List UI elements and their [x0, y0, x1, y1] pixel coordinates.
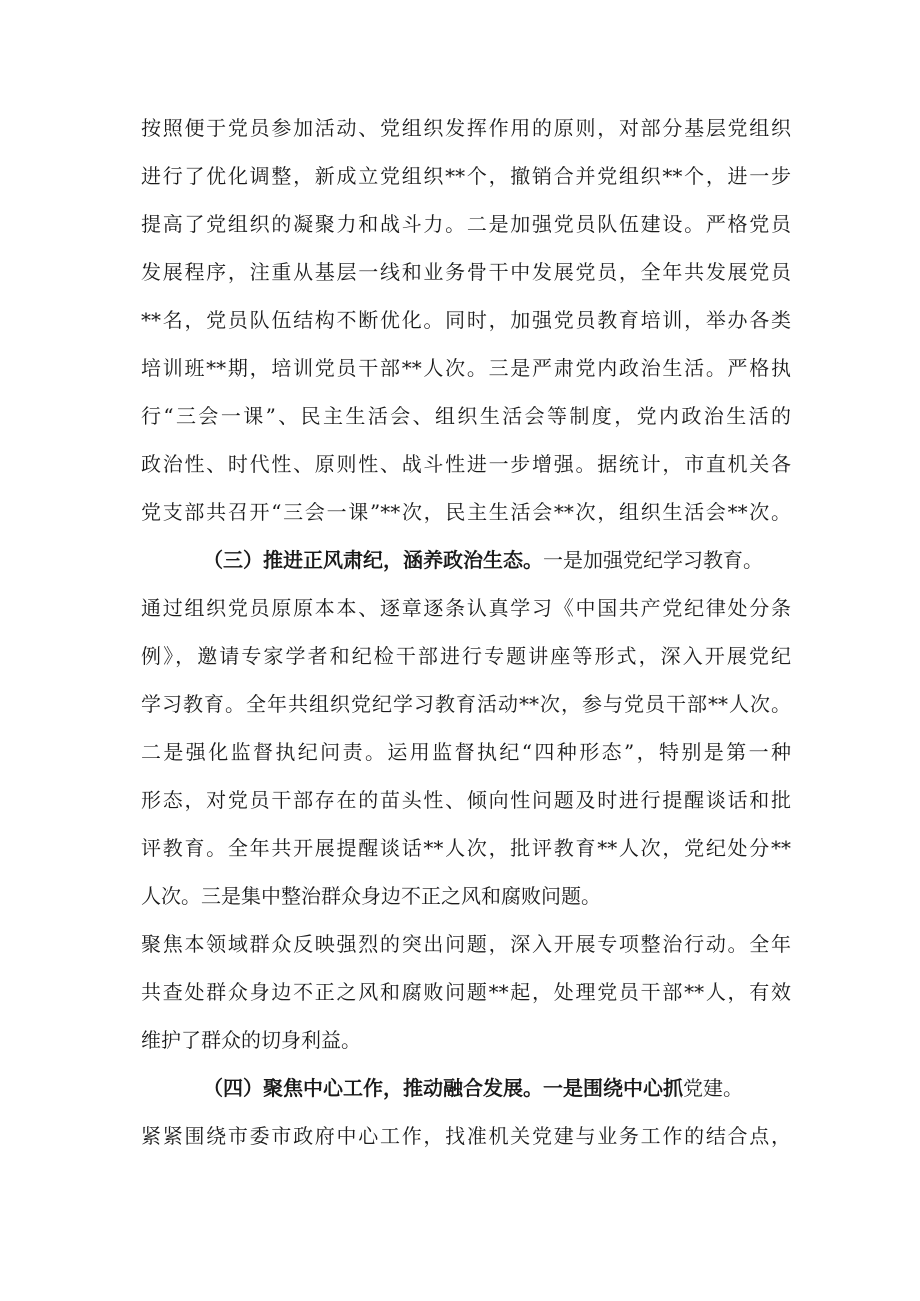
- text-line: 形态，对党员干部存在的苗头性、倾向性问题及时进行提醒谈话和批: [141, 788, 791, 812]
- text-line: 按照便于党员参加活动、党组织发挥作用的原则，对部分基层党组织: [141, 116, 791, 140]
- section-3-heading-rest: 一是加强党纪学习教育。: [543, 548, 763, 572]
- section-3-heading: （三）推进正风肃纪，涵养政治生态。: [203, 548, 543, 572]
- text-line: 提高了党组织的凝聚力和战斗力。二是加强党员队伍建设。严格党员: [141, 212, 791, 236]
- text-line: 培训班**期，培训党员干部**人次。三是严肃党内政治生活。严格执: [141, 356, 791, 380]
- text-line: 行“三会一课”、民主生活会、组织生活会等制度，党内政治生活的: [141, 404, 791, 428]
- text-line: 通过组织党员原原本本、逐章逐条认真学习《中国共产党纪律处分条: [141, 596, 791, 620]
- text-line: 评教育。全年共开展提醒谈话**人次，批评教育**人次，党纪处分**: [141, 836, 791, 860]
- text-line: 共查处群众身边不正之风和腐败问题**起，处理党员干部**人，有效: [141, 980, 791, 1004]
- text-line: 进行了优化调整，新成立党组织**个，撤销合并党组织**个，进一步: [141, 164, 791, 188]
- section-4-first-line: [141, 1064, 791, 1112]
- document-body: [141, 104, 791, 1160]
- text-line: 学习教育。全年共组织党纪学习教育活动**次，参与党员干部**人次。: [141, 692, 791, 716]
- text-line: 例》，邀请专家学者和纪检干部进行专题讲座等形式，深入开展党纪: [141, 644, 791, 668]
- text-line: 人次。三是集中整治群众身边不正之风和腐败问题。: [141, 884, 601, 908]
- text-line: 党支部共召开“三会一课”**次，民主生活会**次，组织生活会**次。: [141, 500, 791, 524]
- text-line: 维护了群众的切身利益。: [141, 1028, 361, 1052]
- section-4-heading: （四）聚焦中心工作，推动融合发展。一是围绕中心抓: [203, 1076, 683, 1100]
- section-4-heading-rest: 党建。: [683, 1076, 743, 1100]
- text-line: 聚焦本领域群众反映强烈的突出问题，深入开展专项整治行动。全年: [141, 932, 791, 956]
- text-line: 发展程序，注重从基层一线和业务骨干中发展党员，全年共发展党员: [141, 260, 791, 284]
- text-line: **名，党员队伍结构不断优化。同时，加强党员教育培训，举办各类: [141, 308, 791, 332]
- text-line: 政治性、时代性、原则性、战斗性进一步增强。据统计，市直机关各: [141, 452, 791, 476]
- text-line: 二是强化监督执纪问责。运用监督执纪“四种形态”，特别是第一种: [141, 740, 791, 764]
- section-3-first-line: [141, 536, 791, 584]
- text-line: 紧紧围绕市委市政府中心工作，找准机关党建与业务工作的结合点，: [141, 1124, 791, 1148]
